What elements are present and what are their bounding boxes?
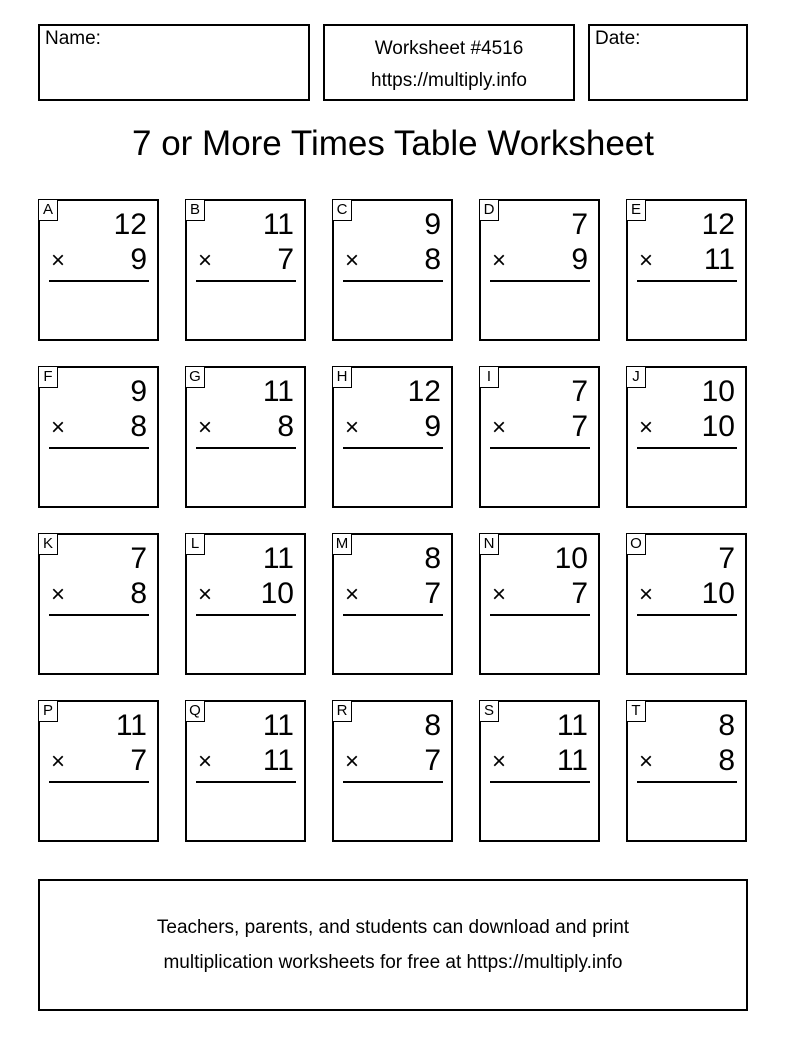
multiplier: 8 (424, 243, 441, 276)
problem-letter: M (332, 533, 352, 555)
answer-line (637, 447, 737, 449)
multiplicand: 11 (262, 709, 294, 742)
multiplier: 11 (703, 243, 735, 276)
problem-letter: G (185, 366, 205, 388)
multiplier: 8 (718, 744, 735, 777)
multiplier: 10 (260, 577, 294, 610)
multiplicand: 12 (407, 375, 441, 408)
problem-card-j[interactable] (626, 366, 747, 508)
multiply-sign-icon: × (198, 414, 213, 441)
problem-letter: C (332, 199, 352, 221)
multiply-sign-icon: × (639, 247, 654, 274)
problem-letter: H (332, 366, 352, 388)
multiplier: 9 (130, 243, 147, 276)
answer-line (490, 781, 590, 783)
multiplicand: 10 (554, 542, 588, 575)
multiply-sign-icon: × (345, 414, 360, 441)
problem-letter: D (479, 199, 499, 221)
answer-line (49, 447, 149, 449)
multiply-sign-icon: × (492, 748, 507, 775)
problem-card-o[interactable] (626, 533, 747, 675)
multiplier: 8 (130, 577, 147, 610)
footer-line-1: Teachers, parents, and students can download and print (156, 917, 630, 938)
problem-card-s[interactable] (479, 700, 600, 842)
multiplicand: 11 (556, 709, 588, 742)
problem-card-r[interactable] (332, 700, 453, 842)
multiplicand: 7 (130, 542, 147, 575)
answer-line (343, 781, 443, 783)
multiply-sign-icon: × (51, 247, 66, 274)
multiplicand: 12 (701, 208, 735, 241)
multiplier: 7 (277, 243, 294, 276)
problem-card-l[interactable] (185, 533, 306, 675)
multiplicand: 7 (571, 375, 588, 408)
multiplicand: 7 (571, 208, 588, 241)
problem-card-c[interactable] (332, 199, 453, 341)
multiplicand: 9 (130, 375, 147, 408)
multiplier: 8 (130, 410, 147, 443)
problem-letter: A (38, 199, 58, 221)
page-title: 7 or More Times Table Worksheet (132, 124, 654, 163)
answer-line (490, 614, 590, 616)
multiplicand: 11 (262, 208, 294, 241)
multiplier: 7 (571, 577, 588, 610)
problem-card-d[interactable] (479, 199, 600, 341)
answer-line (637, 614, 737, 616)
problem-letter: T (626, 700, 646, 722)
date-label: Date: (595, 28, 641, 49)
multiplier: 8 (277, 410, 294, 443)
problem-letter: F (38, 366, 58, 388)
multiply-sign-icon: × (198, 581, 213, 608)
multiply-sign-icon: × (198, 247, 213, 274)
problem-card-f[interactable] (38, 366, 159, 508)
problem-letter: E (626, 199, 646, 221)
answer-line (490, 447, 590, 449)
multiply-sign-icon: × (492, 247, 507, 274)
answer-line (49, 280, 149, 282)
multiplier: 9 (424, 410, 441, 443)
problem-letter: K (38, 533, 58, 555)
problem-letter: J (626, 366, 646, 388)
multiplicand: 7 (718, 542, 735, 575)
problem-letter: L (185, 533, 205, 555)
answer-line (196, 447, 296, 449)
problem-letter: R (332, 700, 352, 722)
multiply-sign-icon: × (345, 748, 360, 775)
multiplicand: 10 (701, 375, 735, 408)
multiply-sign-icon: × (345, 247, 360, 274)
problem-card-m[interactable] (332, 533, 453, 675)
answer-line (343, 280, 443, 282)
multiplier: 7 (571, 410, 588, 443)
multiply-sign-icon: × (492, 581, 507, 608)
multiplier: 9 (571, 243, 588, 276)
multiplier: 11 (556, 744, 588, 777)
multiplier: 10 (701, 410, 735, 443)
worksheet-number: Worksheet #4516 (374, 38, 524, 59)
answer-line (343, 447, 443, 449)
footer-box (38, 879, 748, 1011)
multiply-sign-icon: × (639, 748, 654, 775)
problem-card-h[interactable] (332, 366, 453, 508)
problem-letter: P (38, 700, 58, 722)
multiply-sign-icon: × (639, 414, 654, 441)
multiplicand: 11 (262, 375, 294, 408)
multiplier: 7 (130, 744, 147, 777)
multiply-sign-icon: × (198, 748, 213, 775)
answer-line (49, 781, 149, 783)
name-field-box[interactable] (38, 24, 310, 101)
date-field-box[interactable] (588, 24, 748, 101)
problem-card-k[interactable] (38, 533, 159, 675)
multiplicand: 11 (262, 542, 294, 575)
answer-line (490, 280, 590, 282)
multiplier: 11 (262, 744, 294, 777)
problem-card-n[interactable] (479, 533, 600, 675)
answer-line (196, 614, 296, 616)
multiplier: 7 (424, 744, 441, 777)
answer-line (637, 280, 737, 282)
answer-line (637, 781, 737, 783)
answer-line (196, 280, 296, 282)
multiply-sign-icon: × (51, 414, 66, 441)
multiplicand: 8 (424, 542, 441, 575)
multiply-sign-icon: × (492, 414, 507, 441)
problem-card-a[interactable] (38, 199, 159, 341)
answer-line (343, 614, 443, 616)
problem-card-b[interactable] (185, 199, 306, 341)
multiplicand: 8 (718, 709, 735, 742)
problem-card-g[interactable] (185, 366, 306, 508)
worksheet-url: https://multiply.info (371, 70, 527, 91)
name-label: Name: (45, 28, 101, 49)
footer-text (93, 910, 693, 980)
answer-line (196, 781, 296, 783)
problem-letter: S (479, 700, 499, 722)
multiplier: 10 (701, 577, 735, 610)
problem-letter: N (479, 533, 499, 555)
multiply-sign-icon: × (51, 748, 66, 775)
multiplicand: 11 (115, 709, 147, 742)
problem-card-q[interactable] (185, 700, 306, 842)
problem-card-p[interactable] (38, 700, 159, 842)
multiply-sign-icon: × (345, 581, 360, 608)
multiply-sign-icon: × (51, 581, 66, 608)
multiplicand: 9 (424, 208, 441, 241)
problem-card-e[interactable] (626, 199, 747, 341)
problem-letter: O (626, 533, 646, 555)
footer-line-2: multiplication worksheets for free at https://multiply.info (163, 952, 623, 973)
problem-letter: B (185, 199, 205, 221)
problem-letter: I (479, 366, 499, 388)
problem-card-i[interactable] (479, 366, 600, 508)
multiply-sign-icon: × (639, 581, 654, 608)
multiplicand: 8 (424, 709, 441, 742)
problem-letter: Q (185, 700, 205, 722)
problem-card-t[interactable] (626, 700, 747, 842)
multiplier: 7 (424, 577, 441, 610)
worksheet-id-box (323, 24, 575, 101)
multiplicand: 12 (113, 208, 147, 241)
answer-line (49, 614, 149, 616)
